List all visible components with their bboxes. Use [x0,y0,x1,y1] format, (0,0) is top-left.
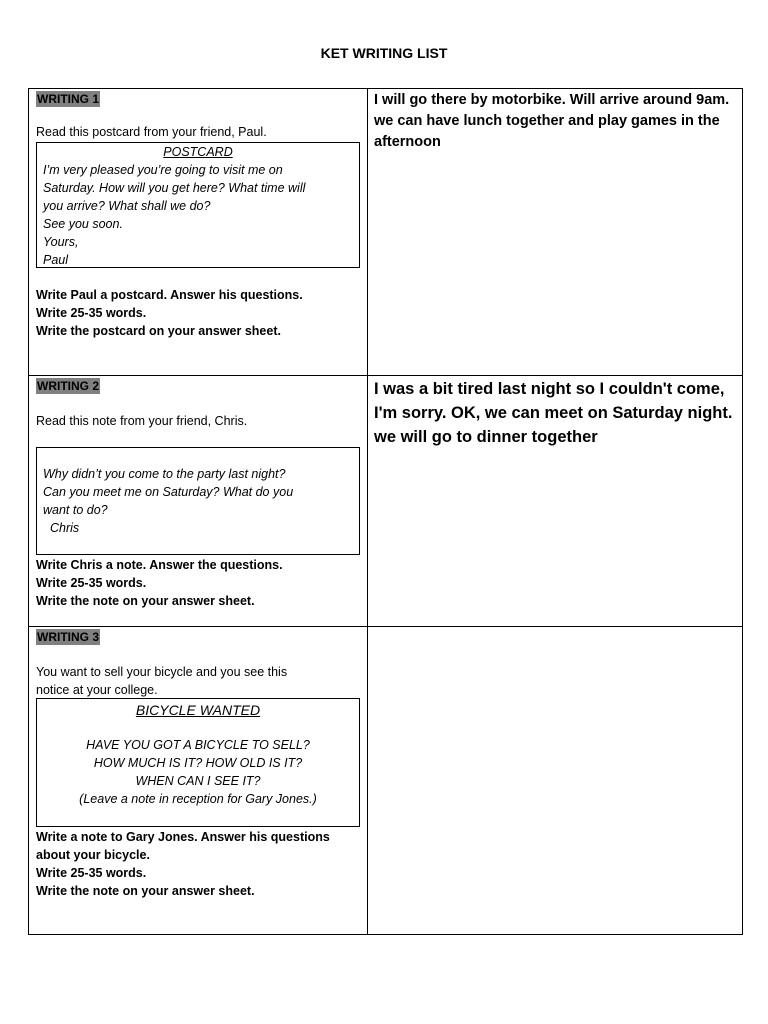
writing-2-instructions [36,556,283,610]
note-signature: Chris [50,521,80,535]
writing-2-task [29,376,367,626]
instruction-line: about your bicycle. [36,848,150,862]
postcard-line: Paul [43,253,69,267]
instruction-line: Write 25-35 words. [36,866,147,880]
instruction-line: Write Chris a note. Answer the questions. [36,558,283,572]
page-title: KET WRITING LIST [320,45,448,61]
instruction-line: Write the note on your answer sheet. [36,594,255,608]
writing-2-header: WRITING 2 [37,379,99,393]
note-line: Can you meet me on Saturday? What do you [43,485,294,499]
postcard-line: See you soon. [43,217,123,231]
intro-line: notice at your college. [36,683,158,697]
instruction-line: Write the note on your answer sheet. [36,884,255,898]
writing-1-header: WRITING 1 [37,92,99,106]
writing-1-answer-cell[interactable] [368,89,742,375]
notice-line: HOW MUCH IS IT? HOW OLD IS IT? [93,756,303,770]
writing-3-answer-cell[interactable] [368,627,742,934]
writing-1-intro: Read this postcard from your friend, Paul. [36,125,267,139]
notice-line: (Leave a note in reception for Gary Jones.) [79,792,317,806]
writing-2-intro: Read this note from your friend, Chris. [36,414,248,428]
writing-2-answer[interactable]: I was a bit tired last night so I couldn't come, I'm sorry. OK, we can meet on Saturday night. we will go to dinner together [374,380,733,446]
note-line: Why didn’t you come to the party last night? [43,467,286,481]
writing-3-intro [36,663,287,699]
postcard-line: Saturday. How will you get here? What time will [43,181,306,195]
writing-1-instructions [36,286,303,340]
postcard-line: Yours, [43,235,79,249]
instruction-line: Write 25-35 words. [36,576,147,590]
postcard-title: POSTCARD [163,145,233,159]
writing-table [28,88,743,935]
postcard-line: I’m very pleased you’re going to visit me on [43,163,283,177]
postcard-line: you arrive? What shall we do? [43,199,211,213]
writing-1-answer[interactable]: I will go there by motorbike. Will arrive around 9am. we can have lunch together and play games in the afternoon [374,92,730,150]
notice-line: HAVE YOU GOT A BICYCLE TO SELL? [86,738,310,752]
writing-3-instructions [36,828,330,900]
writing-1-task [29,89,367,375]
instruction-line: Write 25-35 words. [36,306,147,320]
instruction-line: Write the postcard on your answer sheet. [36,324,281,338]
notice-line: WHEN CAN I SEE IT? [135,774,261,788]
instruction-line: Write Paul a postcard. Answer his questions. [36,288,303,302]
writing-3-header: WRITING 3 [37,630,99,644]
note-box [36,447,360,555]
writing-3-task [29,627,367,934]
intro-line: You want to sell your bicycle and you see this [36,665,288,679]
instruction-line: Write a note to Gary Jones. Answer his questions [36,830,330,844]
writing-2-answer-cell[interactable] [368,376,742,626]
note-line: want to do? [43,503,108,517]
notice-box [36,698,360,827]
postcard-box [36,142,360,268]
notice-title: BICYCLE WANTED [135,702,261,718]
